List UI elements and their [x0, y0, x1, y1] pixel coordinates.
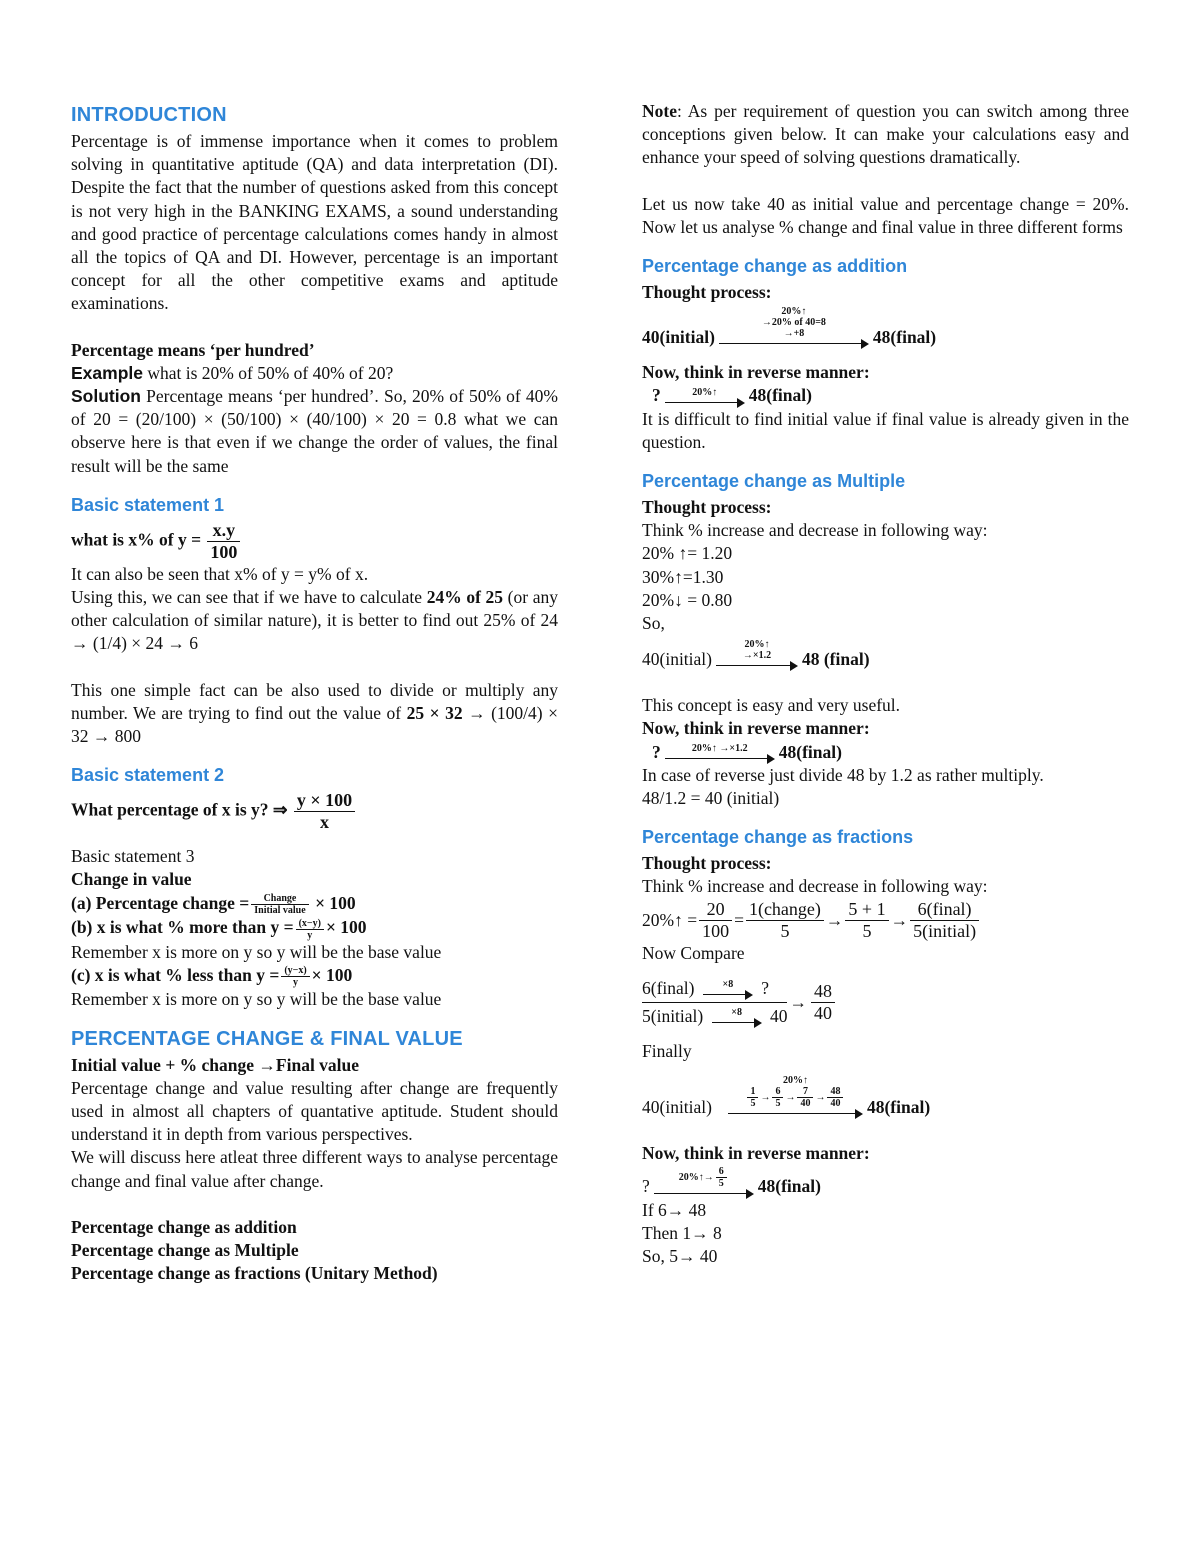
bs3-c-tail: × 100 [311, 964, 353, 985]
compare-bottom [642, 1003, 787, 1028]
change-in-value: Change in value [71, 869, 192, 890]
finally-initial: 40(initial) [642, 1097, 712, 1118]
unitary-2: Then 1→ 8 [642, 1222, 722, 1243]
thought-process: Thought process: [642, 497, 772, 518]
chain-fraction [827, 1086, 843, 1109]
bs3-c-label: (c) x is what % less than y = [71, 964, 280, 985]
frac-equation [642, 899, 1129, 942]
pcfv-heading: PERCENTAGE CHANGE & FINAL VALUE [71, 1027, 463, 1050]
mul-think: Think % increase and decrease in following way: [642, 520, 988, 541]
bs2-lhs: What percentage of x is y? ⇒ [71, 799, 288, 820]
chain-fraction [797, 1086, 813, 1109]
frac-reverse-q: ? [642, 1176, 650, 1197]
chain-fraction-den: 5 [775, 1098, 781, 1110]
bs1-lhs: what is x% of y = [71, 529, 202, 550]
bs1-den: 100 [210, 541, 238, 562]
unitary-1: If 6→ 48 [642, 1199, 707, 1220]
frac-eq-2-den: 5 [780, 920, 790, 941]
chain-fraction [772, 1086, 783, 1109]
bs3-b-label: (b) x is what % more than y = [71, 917, 294, 938]
arrow-right-icon: → [789, 991, 807, 1012]
bs3-c-fraction [281, 965, 309, 988]
bs2-formula [71, 790, 558, 833]
frac-eq-2-num: 1(change) [746, 899, 824, 921]
mul-reverse-q: ? [652, 741, 661, 762]
finally-arrow [728, 1075, 863, 1119]
thought-process: Thought process: [642, 853, 772, 874]
arrow-right-icon: → [825, 909, 844, 930]
list-item: Percentage change as addition [71, 1216, 297, 1237]
bs3-a-num: Change [251, 893, 308, 905]
frac-eq-4-den: 5(initial) [913, 920, 977, 941]
mul-reverse-diagram [642, 741, 1129, 764]
fractions-heading: Percentage change as fractions [642, 827, 914, 848]
bs3-a [71, 892, 558, 916]
mul-arrow-label-1: 20%↑ [744, 639, 770, 651]
compare-top-a: 6(final) [642, 977, 695, 998]
percentage-means: Percentage means ‘per hundred’ [71, 339, 315, 360]
compare-bottom-arrow [712, 1007, 762, 1028]
frac-eq-1-num: 20 [699, 899, 732, 921]
compare-top-b: ? [761, 977, 770, 998]
compare-top-label: ×8 [722, 979, 734, 991]
mul-initial: 40(initial) [642, 649, 712, 670]
arrow-right-icon [716, 661, 798, 671]
basic-statement-3-heading: Basic statement 3 [71, 846, 195, 867]
intro-text: Percentage is of immense importance when it comes to problem solving in quantitative aptitude (QA) and data interpretation (DI). Despite the fact that the number of questions asked from this concept is not very high in the BANKING EXAMS, a sound understanding and good practice of percentage calculations comes handy in almost all the topics of QA and DI. However, percentage is an important concept for all the other competitive exams and aptitude examinations. [71, 131, 558, 314]
list-item: Percentage change as Multiple [71, 1239, 299, 1260]
bs3-a-den: Initial value [254, 905, 306, 917]
bs3-c-num: (y−x) [281, 965, 309, 977]
mul-reverse-arrow [665, 743, 775, 764]
mul-reverse-final: 48(final) [778, 741, 842, 762]
addition-diagram [642, 306, 1129, 349]
arrow-right-icon: → [785, 1092, 796, 1104]
bs1-num: x.y [207, 520, 240, 542]
frac-think: Think % increase and decrease in following way: [642, 876, 988, 897]
frac-eq-2 [746, 899, 824, 942]
frac-eq-1-den: 100 [702, 920, 730, 941]
chain-fraction-num: 48 [827, 1086, 843, 1098]
add-reverse-q: ? [652, 385, 661, 406]
basic-statement-1-heading: Basic statement 1 [71, 494, 225, 515]
arrow-right-icon: → [890, 909, 909, 930]
left-column [71, 100, 558, 1285]
mul-easy: This concept is easy and very useful. [642, 695, 901, 716]
frac-eq-3-den: 5 [862, 920, 872, 941]
solution-text: Percentage means ‘per hundred’. So, 20% of 50% of 40% of 20 = (20/100) × (50/100) × (40/100) × 20 = 0.8 what we can observe here is that even if we change the order of values, the final result will be the same [71, 386, 558, 476]
compare-bottom-label: ×8 [731, 1007, 742, 1019]
bs1-line2c: (or any other calculation of similar nature), it is better to find out 25% of 24 → (1/4) × 24 → 6 [71, 587, 558, 654]
chain-fraction-den: 40 [830, 1098, 841, 1110]
reverse-heading: Now, think in reverse manner: [642, 718, 870, 739]
frac-eq-3 [845, 899, 888, 942]
bs3-b [71, 916, 558, 940]
mul-case: In case of reverse just divide 48 by 1.2 as rather multiply. [642, 764, 1044, 785]
chain-fraction-num: 1 [747, 1086, 758, 1098]
mul-so: So, [642, 613, 665, 634]
add-arrow [719, 306, 869, 349]
multiple-heading: Percentage change as Multiple [642, 471, 906, 492]
bs3-b-fraction [296, 918, 324, 941]
add-initial: 40(initial) [642, 327, 715, 348]
mul-line-2: 30%↑=1.30 [642, 566, 724, 587]
compare-bottom-a: 5(initial) [642, 1006, 704, 1027]
compare-top-arrow [703, 979, 753, 1000]
frac-reverse-diagram [642, 1166, 1129, 1199]
example-line [71, 362, 558, 385]
bs3-b-num: (x−y) [296, 918, 324, 930]
solution-label: Solution [71, 386, 141, 407]
add-reverse-arrow [665, 387, 745, 408]
reverse-heading: Now, think in reverse manner: [642, 362, 870, 383]
arrow-right-icon [665, 398, 745, 408]
note-label: Note [642, 101, 677, 121]
finally: Finally [642, 1041, 692, 1062]
finally-arrow-label: 20%↑ [782, 1075, 808, 1087]
bs3-a-tail: × 100 [315, 892, 356, 913]
frac-eq-3-num: 5 + 1 [845, 899, 888, 921]
bs3-remember-2: Remember x is more on y so y will be the base value [71, 989, 442, 1010]
mul-final: 48 (final) [801, 649, 870, 670]
right-column [642, 100, 1129, 1268]
add-reverse-diagram [642, 384, 1129, 407]
bs2-fraction [294, 790, 355, 833]
equals-sign: = [734, 909, 744, 930]
mul-reverse-label: 20%↑ →×1.2 [691, 742, 748, 754]
add-reverse-label: 20%↑ [692, 386, 718, 398]
solution-line [71, 385, 558, 478]
compare-diagram [642, 977, 1129, 1028]
compare-result-num: 48 [811, 981, 835, 1003]
frac-reverse-final: 48(final) [757, 1176, 821, 1197]
bs3-c-den: y [292, 977, 298, 989]
chain-fraction-num: 7 [797, 1086, 813, 1098]
frac-reverse-arrow [654, 1166, 754, 1199]
bs3-a-label: (a) Percentage change = [71, 892, 250, 913]
bs3-a-fraction [251, 893, 308, 916]
pcfv-text2: We will discuss here atleat three different ways to analyse percentage change and final value after change. [71, 1147, 558, 1191]
frac-reverse-fraction [716, 1166, 727, 1189]
frac-reverse-den: 5 [718, 1177, 724, 1189]
list-item: Percentage change as fractions (Unitary Method) [71, 1263, 438, 1284]
arrow-right-icon: → [815, 1092, 826, 1104]
mul-arrow [716, 639, 798, 671]
mul-line-3: 20%↓ = 0.80 [642, 589, 733, 610]
compare-result-den: 40 [813, 1003, 832, 1024]
bs3-remember-1: Remember x is more on y so y will be the base value [71, 941, 442, 962]
bs1-line3b: 25 × 32 [406, 702, 463, 723]
add-arrow-label-1: 20%↑ [781, 306, 807, 318]
compare-top [642, 977, 787, 1003]
mul-diagram [642, 639, 1129, 671]
bs1-line1: It can also be seen that x% of y = y% of x. [71, 563, 369, 584]
bs2-den: x [320, 812, 330, 833]
bs1-line3a: This one simple fact can be also used to divide or multiply any number. We are trying to find out the value of [71, 679, 558, 723]
add-arrow-label-3: →+8 [783, 328, 805, 340]
reverse-heading: Now, think in reverse manner: [642, 1143, 870, 1164]
addition-heading: Percentage change as addition [642, 256, 908, 277]
frac-eq-4-num: 6(final) [910, 899, 979, 921]
bs1-line2a: Using this, we can see that if we have to calculate [71, 587, 427, 608]
add-final: 48(final) [872, 327, 937, 348]
frac-reverse-label [654, 1166, 754, 1189]
chain-fraction-den: 40 [800, 1098, 811, 1110]
thought-process: Thought process: [642, 282, 772, 303]
example-text: what is 20% of 50% of 40% of 20? [142, 362, 394, 383]
basic-statement-2-heading: Basic statement 2 [71, 765, 225, 786]
unitary-3: So, 5→ 40 [642, 1246, 718, 1267]
arrow-right-icon [712, 1018, 762, 1028]
arrow-right-icon [703, 990, 753, 1000]
compare-fraction [642, 977, 787, 1028]
bs1-fraction [207, 520, 240, 563]
bs1-line2b: 24% of 25 [426, 587, 504, 608]
compare-result [811, 981, 835, 1024]
bs3-b-tail: × 100 [325, 917, 367, 938]
add-reverse-final: 48(final) [748, 385, 812, 406]
add-arrow-label-2: →20% of 40=8 [761, 317, 826, 329]
example-label: Example [71, 362, 143, 383]
pcfv-sub: Initial value + % change →Final value [71, 1054, 360, 1075]
finally-fraction-chain [728, 1086, 863, 1109]
finally-diagram [642, 1075, 1129, 1119]
bs3-b-den: y [307, 929, 313, 941]
frac-eq-1 [699, 899, 732, 942]
mul-calc: 48/1.2 = 40 (initial) [642, 788, 780, 809]
frac-eq-4 [910, 899, 979, 942]
bs1-formula [71, 520, 558, 563]
compare-bottom-b: 40 [769, 1006, 788, 1027]
bs1-line2 [71, 586, 558, 656]
mul-line-1: 20% ↑= 1.20 [642, 543, 733, 564]
pcfv-text1: Percentage change and value resulting after change are frequently used in almost all chapters of quantative aptitude. Student should understand it in depth from various perspectives. [71, 1077, 558, 1145]
bs2-num: y × 100 [294, 790, 355, 812]
now-compare: Now Compare [642, 942, 745, 963]
chain-fraction-den: 5 [750, 1098, 756, 1110]
frac-reverse-num: 6 [716, 1166, 727, 1178]
bs1-line3c: → (100/4) × 32 → 800 [71, 702, 558, 747]
bs3-c [71, 964, 558, 988]
finally-final: 48(final) [866, 1097, 931, 1118]
frac-reverse-label-text: 20%↑→ [678, 1171, 714, 1183]
bs1-line3 [71, 679, 558, 749]
arrow-right-icon [719, 339, 869, 349]
add-difficult: It is difficult to find initial value if final value is already given in the question. [642, 408, 1129, 452]
intro-heading: INTRODUCTION [71, 104, 227, 126]
arrow-right-icon: → [760, 1092, 771, 1104]
arrow-right-icon [665, 754, 775, 764]
let-text: Let us now take 40 as initial value and percentage change = 20%. Now let us analyse % change and final value in three different forms [642, 193, 1129, 237]
note-text: : As per requirement of question you can switch among three conceptions given below. It can make your calculations easy and enhance your speed of solving questions dramatically. [642, 101, 1129, 168]
mul-arrow-label-2: →×1.2 [742, 650, 772, 662]
arrow-right-icon [654, 1189, 754, 1199]
arrow-right-icon [728, 1109, 863, 1119]
chain-fraction-num: 6 [772, 1086, 783, 1098]
chain-fraction [747, 1086, 758, 1109]
note [642, 100, 1129, 170]
frac-eq-lhs: 20%↑ = [642, 909, 698, 930]
